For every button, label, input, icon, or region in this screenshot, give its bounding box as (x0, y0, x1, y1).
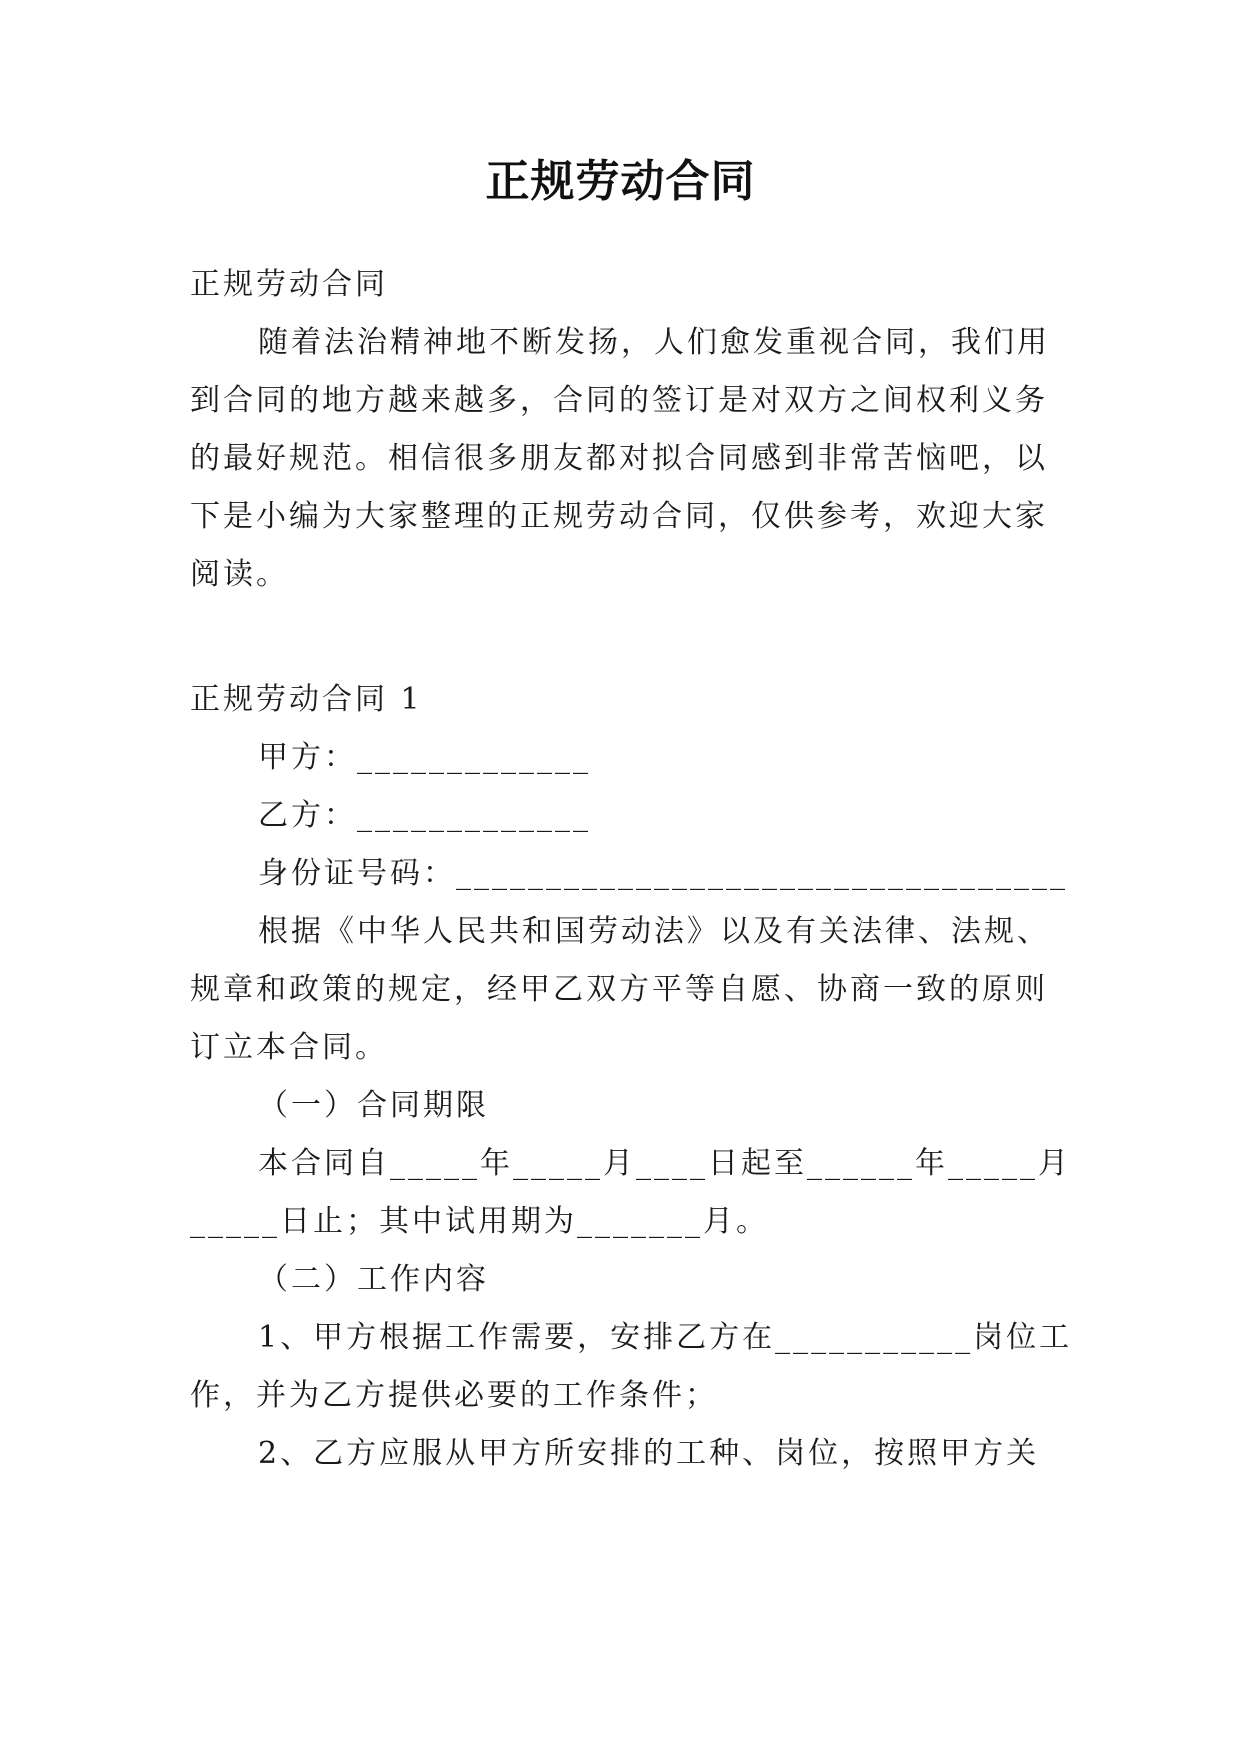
work-line: 2、乙方应服从甲方所安排的工种、岗位，按照甲方关 (258, 1436, 1040, 1471)
intro-line: 的最好规范。相信很多朋友都对拟合同感到非常苦恼吧，以 (190, 441, 1048, 476)
work-line: 1、甲方根据工作需要，安排乙方在___________岗位工 (258, 1320, 1073, 1355)
term-line: 本合同自_____年_____月____日起至______年_____月 (258, 1146, 1071, 1181)
party-b-line: 乙方：_____________ (258, 798, 591, 833)
intro-line: 阅读。 (190, 557, 289, 592)
basis-line: 规章和政策的规定，经甲乙双方平等自愿、协商一致的原则 (190, 972, 1048, 1007)
section-heading-work: （二）工作内容 (258, 1262, 489, 1297)
section-heading-term: （一）合同期限 (258, 1088, 489, 1123)
basis-line: 根据《中华人民共和国劳动法》以及有关法律、法规、 (258, 914, 1050, 949)
intro-line: 下是小编为大家整理的正规劳动合同，仅供参考，欢迎大家 (190, 499, 1048, 534)
work-line: 作，并为乙方提供必要的工作条件； (190, 1378, 718, 1413)
party-a-line: 甲方：_____________ (258, 740, 591, 775)
intro-line: 到合同的地方越来越多，合同的签订是对双方之间权利义务 (190, 383, 1048, 418)
term-line: _____日止；其中试用期为_______月。 (190, 1204, 769, 1239)
intro-heading: 正规劳动合同 (190, 267, 388, 302)
intro-line: 随着法治精神地不断发扬，人们愈发重视合同，我们用 (258, 325, 1050, 360)
basis-line: 订立本合同。 (190, 1030, 388, 1065)
id-number-line: 身份证号码：__________________________________ (258, 856, 1068, 891)
contract-section (190, 671, 1073, 1483)
document-title: 正规劳动合同 (485, 156, 756, 207)
intro-section (190, 256, 1070, 604)
contract-heading: 正规劳动合同 1 (190, 682, 423, 717)
